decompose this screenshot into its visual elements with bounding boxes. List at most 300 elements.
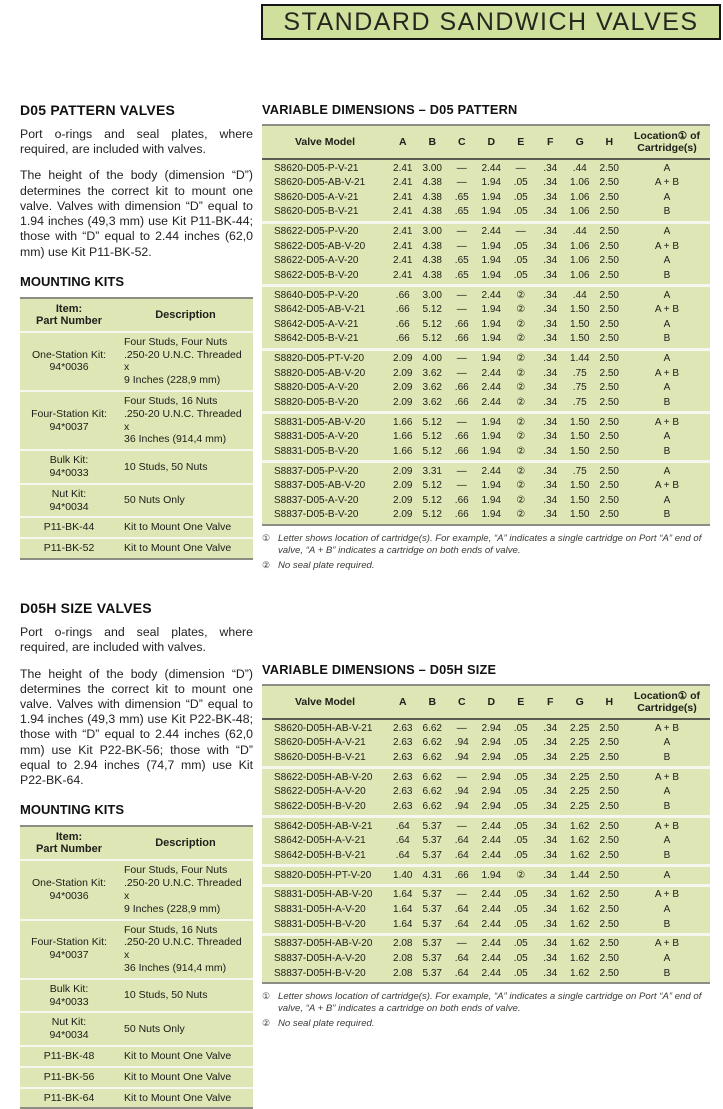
dimension-value-cell: 4.38 xyxy=(422,191,442,203)
kit-description-line: 50 Nuts Only xyxy=(124,1022,185,1035)
dimension-value-cell: 2.09 xyxy=(393,465,413,477)
footnote-marker: ① xyxy=(262,991,271,1002)
dimension-value-cell: 2.50 xyxy=(599,835,619,847)
dimension-value-cell: .66 xyxy=(395,304,410,316)
dimension-value-cell: 2.44 xyxy=(481,904,501,915)
dimension-value-cell: 2.09 xyxy=(393,353,413,365)
dimension-value-cell: .34 xyxy=(543,509,558,521)
dimension-value-cell: 5.37 xyxy=(422,889,442,901)
dimension-value-cell: 2.44 xyxy=(481,849,501,861)
dimension-value-cell: 2.41 xyxy=(393,269,413,281)
dimension-value-cell: 2.08 xyxy=(393,938,413,950)
dimension-value-cell: 5.12 xyxy=(422,480,442,492)
dimension-value-cell: .34 xyxy=(543,820,558,832)
dimension-value-cell: .34 xyxy=(543,918,558,930)
kit-description-line: .250-20 U.N.C. Threaded x xyxy=(124,407,242,433)
dimension-value-cell: 3.62 xyxy=(422,382,442,394)
valve-model-cell: S8622-D05H-AB-V-20 xyxy=(274,771,373,783)
dim-table-row xyxy=(262,239,710,254)
dim-table-row xyxy=(262,917,710,934)
kit-item-cell xyxy=(20,450,118,484)
dimension-value-cell: 2.44 xyxy=(481,465,501,477)
kit-description-line: Kit to Mount One Valve xyxy=(124,521,232,534)
dim-table-row xyxy=(262,366,710,381)
dimension-value-cell: 2.50 xyxy=(599,751,619,763)
valve-model-cell: S8831-D05-B-V-20 xyxy=(274,445,359,457)
dim-header-row xyxy=(262,685,710,719)
dimension-value-cell: .05 xyxy=(513,722,528,734)
dimension-value-cell: 2.50 xyxy=(599,431,619,443)
kits-row xyxy=(20,979,253,1013)
dimension-value-cell: .34 xyxy=(543,751,558,763)
dimension-value-cell: 2.50 xyxy=(599,800,619,812)
kits-table-body xyxy=(20,332,253,559)
dimension-value-cell: 1.66 xyxy=(393,445,413,457)
dimension-value-cell: 1.50 xyxy=(570,416,590,428)
dimension-value-cell: 2.41 xyxy=(393,226,413,238)
dimension-value-cell: 3.62 xyxy=(422,367,442,379)
dimension-value-cell: 2.08 xyxy=(393,952,413,964)
dimension-value-cell: A xyxy=(663,382,671,394)
dimension-value-cell: ② xyxy=(516,465,526,477)
kit-description-line: Kit to Mount One Valve xyxy=(124,542,232,555)
valve-model-cell: S8837-D05H-AB-V-20 xyxy=(274,938,373,950)
dimension-value-cell: .64 xyxy=(454,967,469,979)
valve-model-cell: S8831-D05H-B-V-20 xyxy=(274,918,366,930)
dimension-value-cell: ② xyxy=(516,494,526,506)
dim-table-row xyxy=(262,799,710,816)
dimension-value-cell: 1.06 xyxy=(570,177,590,189)
dimension-value-cell: 2.63 xyxy=(393,722,413,734)
dimension-value-cell: .66 xyxy=(395,333,410,345)
dimension-value-cell: ② xyxy=(516,304,526,316)
dimension-value-cell: 1.62 xyxy=(570,967,590,979)
dimension-value-cell: 2.41 xyxy=(393,177,413,189)
dimension-value-cell: .34 xyxy=(543,226,558,238)
kit-description-line: .250-20 U.N.C. Threaded x xyxy=(124,936,242,962)
dimension-value-cell: 1.94 xyxy=(481,240,501,252)
dimension-value-cell: 2.08 xyxy=(393,967,413,979)
dim-header-f: F xyxy=(536,125,566,159)
valve-model-cell: S8620-D05-A-V-21 xyxy=(274,191,359,203)
dimension-value-cell: .34 xyxy=(543,416,558,428)
valve-model-cell: S8820-D05-PT-V-20 xyxy=(274,353,365,365)
dimension-value-cell: 2.50 xyxy=(599,904,619,915)
kit-description-cell xyxy=(118,450,253,484)
dimension-value-cell: 4.31 xyxy=(422,869,442,881)
valve-model-cell: S8642-D05-AB-V-21 xyxy=(274,304,366,316)
dimension-value-cell: .75 xyxy=(572,382,587,394)
dimension-value-cell: 1.64 xyxy=(393,889,413,901)
d05-dimensions-title: VARIABLE DIMENSIONS – D05 PATTERN xyxy=(262,102,518,117)
dimension-value-cell: 6.62 xyxy=(422,786,442,798)
dimension-value-cell: .94 xyxy=(454,737,469,749)
dimension-value-cell: .64 xyxy=(395,849,410,861)
dimension-value-cell: 3.31 xyxy=(422,465,442,477)
dimension-value-cell: 2.50 xyxy=(599,938,619,950)
kits-row xyxy=(20,332,253,391)
dimension-value-cell: 2.50 xyxy=(599,318,619,330)
kit-item-line: 94*0037 xyxy=(49,949,89,962)
valve-model-cell: S8831-D05H-AB-V-20 xyxy=(274,889,373,901)
dimension-value-cell: 2.50 xyxy=(599,255,619,267)
kit-item-line: P11-BK-48 xyxy=(43,1049,95,1062)
kit-item-cell xyxy=(20,979,118,1013)
valve-model-cell: S8820-D05-B-V-20 xyxy=(274,396,359,408)
dimension-value-cell: 2.09 xyxy=(393,382,413,394)
dimension-value-cell: 2.94 xyxy=(481,722,501,734)
dimension-value-cell: 2.44 xyxy=(481,820,501,832)
dim-table-row xyxy=(262,254,710,269)
dimension-value-cell: 2.41 xyxy=(393,240,413,252)
dimension-value-cell: .66 xyxy=(395,318,410,330)
dimension-value-cell: .05 xyxy=(513,952,528,964)
kit-description-cell xyxy=(118,484,253,518)
dimension-value-cell: .65 xyxy=(454,255,469,267)
dimension-value-cell: .34 xyxy=(543,771,558,783)
dimension-value-cell: 2.94 xyxy=(481,771,501,783)
footnote-marker: ② xyxy=(262,560,271,571)
dimension-value-cell: — xyxy=(456,771,467,783)
footnote xyxy=(262,1018,710,1030)
section-d05-pattern-valves xyxy=(20,102,253,560)
dim-header-b: B xyxy=(418,685,448,719)
dim-table-row xyxy=(262,885,710,902)
dimension-value-cell: ② xyxy=(516,869,526,881)
kit-item-line: Bulk Kit: xyxy=(49,454,89,467)
dimension-value-cell: 2.44 xyxy=(481,396,501,408)
dim-table-group xyxy=(262,222,710,286)
dimension-value-cell: ② xyxy=(516,318,526,330)
dim-header-d: D xyxy=(477,685,507,719)
dim-table-header xyxy=(262,685,710,719)
dimension-value-cell: .34 xyxy=(543,952,558,964)
dimension-value-cell: ② xyxy=(516,353,526,365)
dimension-value-cell: 2.50 xyxy=(599,952,619,964)
kit-item-cell xyxy=(20,1012,118,1046)
valve-model-cell: S8831-D05H-A-V-20 xyxy=(274,904,366,915)
kits-header-description: Description xyxy=(155,308,216,321)
dimension-value-cell: 2.50 xyxy=(599,967,619,979)
kits-header-description: Description xyxy=(155,837,216,850)
dimension-value-cell: — xyxy=(456,353,467,365)
dimension-value-cell: 1.64 xyxy=(393,904,413,915)
kit-description-line: Four Studs, Four Nuts xyxy=(124,864,228,877)
dimension-value-cell: .05 xyxy=(513,889,528,901)
kit-item-line: P11-BK-64 xyxy=(43,1091,95,1104)
kit-description-line: 50 Nuts Only xyxy=(124,494,185,507)
dimension-value-cell: 5.12 xyxy=(422,304,442,316)
dimension-value-cell: 2.09 xyxy=(393,480,413,492)
dimension-value-cell: .44 xyxy=(572,226,587,238)
kit-description-line: 10 Studs, 50 Nuts xyxy=(124,989,208,1002)
dimension-value-cell: .66 xyxy=(454,396,469,408)
kit-item-line: One-Station Kit: xyxy=(31,348,107,361)
dim-table-row xyxy=(262,785,710,800)
valve-model-cell: S8642-D05H-B-V-21 xyxy=(274,849,366,861)
kits-table-body xyxy=(20,860,253,1108)
d05h-mounting-kits-table xyxy=(20,825,253,1109)
dimension-value-cell: A xyxy=(663,786,671,798)
d05h-heading: D05H SIZE VALVES xyxy=(20,600,152,617)
page-title-bar xyxy=(261,4,721,40)
footnote-text: Letter shows location of cartridge(s). For example, “A” indicates a single cartridge on Port “A” end of valve, “A + B” indicates a cartridge on both ends of valve. xyxy=(278,990,702,1015)
dimension-value-cell: B xyxy=(663,967,671,979)
dim-table-row xyxy=(262,934,710,951)
valve-model-cell: S8642-D05-B-V-21 xyxy=(274,333,359,345)
dim-table-group xyxy=(262,885,710,934)
dimension-value-cell: A + B xyxy=(654,240,680,252)
dimension-value-cell: 2.94 xyxy=(481,800,501,812)
dimension-value-cell: 1.06 xyxy=(570,240,590,252)
dimension-value-cell: 2.50 xyxy=(599,416,619,428)
dim-table-row xyxy=(262,462,710,479)
dimension-value-cell: A xyxy=(663,737,671,749)
valve-model-cell: S8622-D05-B-V-20 xyxy=(274,269,359,281)
dimension-value-cell: — xyxy=(456,416,467,428)
dim-table-row xyxy=(262,430,710,445)
kits-header-item-line1: Item: xyxy=(55,831,83,844)
valve-model-cell: S8622-D05H-A-V-20 xyxy=(274,786,366,798)
dimension-value-cell: 6.62 xyxy=(422,771,442,783)
dim-table-group xyxy=(262,817,710,866)
kit-description-cell xyxy=(118,332,253,391)
kit-description-line: Kit to Mount One Valve xyxy=(124,1049,232,1062)
dimension-value-cell: — xyxy=(456,465,467,477)
kit-description-cell xyxy=(118,979,253,1013)
dimension-value-cell: 2.44 xyxy=(481,367,501,379)
dimension-value-cell: 2.50 xyxy=(599,289,619,301)
dimension-value-cell: 5.37 xyxy=(422,952,442,964)
dimension-value-cell: .05 xyxy=(513,191,528,203)
valve-model-cell: S8820-D05-A-V-20 xyxy=(274,382,359,394)
d05h-mounting-kits-heading: MOUNTING KITS xyxy=(20,802,124,818)
dimension-value-cell: — xyxy=(456,289,467,301)
kit-description-line: Four Studs, Four Nuts xyxy=(124,335,228,348)
dimension-value-cell: A xyxy=(663,226,671,238)
valve-model-cell: S8622-D05-A-V-20 xyxy=(274,255,359,267)
dimension-value-cell: .34 xyxy=(543,465,558,477)
dimension-value-cell: .66 xyxy=(454,382,469,394)
dim-table-row xyxy=(262,176,710,191)
dimension-value-cell: 1.62 xyxy=(570,904,590,915)
dim-header-c: C xyxy=(447,685,477,719)
dimension-value-cell: 1.50 xyxy=(570,509,590,521)
dimension-value-cell: 2.41 xyxy=(393,255,413,267)
dimension-value-cell: — xyxy=(456,226,467,238)
kits-row xyxy=(20,1088,253,1109)
kit-item-cell xyxy=(20,1046,118,1067)
dim-table-group xyxy=(262,866,710,886)
kit-item-line: Bulk Kit: xyxy=(49,982,89,995)
footnote-text: No seal plate required. xyxy=(278,559,375,571)
dimension-value-cell: 2.44 xyxy=(481,967,501,979)
dim-table-row xyxy=(262,222,710,239)
dimension-value-cell: 4.38 xyxy=(422,240,442,252)
dim-table-row xyxy=(262,205,710,222)
dimension-value-cell: 1.94 xyxy=(481,869,501,881)
dim-header-h: H xyxy=(595,125,625,159)
valve-model-cell: S8642-D05H-AB-V-21 xyxy=(274,820,373,832)
dimension-value-cell: .34 xyxy=(543,480,558,492)
dim-table-row xyxy=(262,317,710,332)
dimension-value-cell: 2.25 xyxy=(570,800,590,812)
dimension-value-cell: 2.44 xyxy=(481,162,501,174)
dimension-value-cell: B xyxy=(663,333,671,345)
d05h-paragraph-1: Port o-rings and seal plates, where required, are included with valves. xyxy=(20,625,253,655)
dimension-value-cell: .05 xyxy=(513,967,528,979)
valve-model-cell: S8620-D05-P-V-21 xyxy=(274,162,359,174)
kit-description-line: .250-20 U.N.C. Threaded x xyxy=(124,877,242,902)
dimension-value-cell: 2.94 xyxy=(481,737,501,749)
kits-table-header xyxy=(20,298,253,332)
kit-description-line: Four Studs, 16 Nuts xyxy=(124,923,218,936)
dimension-value-cell: 2.25 xyxy=(570,751,590,763)
dimension-value-cell: .64 xyxy=(395,835,410,847)
dimension-value-cell: 1.50 xyxy=(570,445,590,457)
dim-table-group xyxy=(262,159,710,222)
kit-description-line: Kit to Mount One Valve xyxy=(124,1070,232,1083)
dimension-value-cell: .05 xyxy=(513,820,528,832)
dimension-value-cell: .34 xyxy=(543,431,558,443)
dimension-value-cell: 2.63 xyxy=(393,737,413,749)
dimension-value-cell: 2.50 xyxy=(599,240,619,252)
dimension-value-cell: A xyxy=(663,835,671,847)
dimension-value-cell: 5.12 xyxy=(422,333,442,345)
dim-header-a: A xyxy=(388,685,418,719)
dimension-value-cell: A + B xyxy=(654,722,680,734)
dim-table-row xyxy=(262,332,710,349)
dimension-value-cell: 2.09 xyxy=(393,367,413,379)
dim-table-group xyxy=(262,768,710,817)
dimension-value-cell: .34 xyxy=(543,240,558,252)
kit-item-line: Four-Station Kit: xyxy=(31,936,107,949)
dimension-value-cell: — xyxy=(515,226,526,238)
dimension-value-cell: 1.62 xyxy=(570,835,590,847)
dimension-value-cell: 2.50 xyxy=(599,889,619,901)
dimension-value-cell: 2.50 xyxy=(599,353,619,365)
dimension-value-cell: 1.94 xyxy=(481,416,501,428)
dimension-value-cell: ② xyxy=(516,333,526,345)
kits-row xyxy=(20,517,253,538)
kits-row xyxy=(20,391,253,450)
dimension-value-cell: 5.37 xyxy=(422,967,442,979)
dimension-value-cell: .34 xyxy=(543,494,558,506)
dimension-value-cell: .34 xyxy=(543,255,558,267)
dimension-value-cell: 2.50 xyxy=(599,333,619,345)
dimension-value-cell: 1.62 xyxy=(570,918,590,930)
dimension-value-cell: — xyxy=(456,722,467,734)
dimension-value-cell: — xyxy=(456,889,467,901)
dimension-value-cell: .64 xyxy=(454,904,469,915)
dimension-value-cell: .34 xyxy=(543,177,558,189)
kits-header-row xyxy=(20,826,253,860)
dimension-value-cell: 4.00 xyxy=(422,353,442,365)
dimension-value-cell: 1.64 xyxy=(393,918,413,930)
dimension-value-cell: 2.50 xyxy=(599,304,619,316)
kit-item-line: 94*0033 xyxy=(49,995,89,1008)
dim-table-header xyxy=(262,125,710,159)
footnote xyxy=(262,533,710,558)
dim-table-row xyxy=(262,966,710,983)
dimension-value-cell: .66 xyxy=(454,333,469,345)
dimension-value-cell: 1.62 xyxy=(570,820,590,832)
dimension-value-cell: 2.44 xyxy=(481,952,501,964)
kits-row xyxy=(20,538,253,559)
dimension-value-cell: .05 xyxy=(513,800,528,812)
dimension-value-cell: 3.00 xyxy=(422,226,442,238)
dimension-value-cell: .34 xyxy=(543,869,558,881)
dim-header-g: G xyxy=(565,685,595,719)
dimension-value-cell: 5.37 xyxy=(422,904,442,915)
footnote-text: Letter shows location of cartridge(s). For example, “A” indicates a single cartridge on Port “A” end of valve, “A + B” indicates a cartridge on both ends of valve. xyxy=(278,532,702,557)
dimension-value-cell: 2.44 xyxy=(481,889,501,901)
dimension-value-cell: .75 xyxy=(572,396,587,408)
dimension-value-cell: .75 xyxy=(572,465,587,477)
dimension-value-cell: 1.94 xyxy=(481,353,501,365)
dimension-value-cell: .05 xyxy=(513,835,528,847)
dimension-value-cell: .05 xyxy=(513,771,528,783)
dimension-value-cell: .66 xyxy=(454,509,469,521)
dimension-value-cell: 2.50 xyxy=(599,269,619,281)
dimension-value-cell: — xyxy=(515,162,526,174)
dimension-value-cell: A xyxy=(663,869,671,881)
dimension-value-cell: 1.94 xyxy=(481,177,501,189)
kit-item-cell xyxy=(20,538,118,559)
dimension-value-cell: ② xyxy=(516,431,526,443)
dimension-value-cell: — xyxy=(456,480,467,492)
dimension-value-cell: .34 xyxy=(543,289,558,301)
dimension-value-cell: — xyxy=(456,162,467,174)
footnote xyxy=(262,560,710,572)
dimension-value-cell: .05 xyxy=(513,849,528,861)
dim-table-group xyxy=(262,462,710,525)
dimension-value-cell: 1.50 xyxy=(570,304,590,316)
dim-table-row xyxy=(262,286,710,303)
kit-item-cell xyxy=(20,484,118,518)
footnote-text: No seal plate required. xyxy=(278,1017,375,1029)
dimension-value-cell: B xyxy=(663,751,671,763)
valve-model-cell: S8837-D05-A-V-20 xyxy=(274,494,359,506)
dimension-value-cell: 1.50 xyxy=(570,333,590,345)
dimension-value-cell: ② xyxy=(516,289,526,301)
dim-table-row xyxy=(262,768,710,785)
dimension-value-cell: .34 xyxy=(543,737,558,749)
dimension-value-cell: B xyxy=(663,445,671,457)
dimension-value-cell: .66 xyxy=(454,318,469,330)
dimension-value-cell: 2.50 xyxy=(599,396,619,408)
dimension-value-cell: 2.63 xyxy=(393,751,413,763)
dimension-value-cell: 1.50 xyxy=(570,494,590,506)
dimension-value-cell: 1.94 xyxy=(481,191,501,203)
dimension-value-cell: .66 xyxy=(454,445,469,457)
dim-table-row xyxy=(262,190,710,205)
dimension-value-cell: — xyxy=(456,367,467,379)
dimension-value-cell: 3.00 xyxy=(422,289,442,301)
kit-item-line: P11-BK-52 xyxy=(43,542,95,555)
dimension-value-cell: A xyxy=(663,465,671,477)
dimension-value-cell: .34 xyxy=(543,269,558,281)
kit-description-line: Kit to Mount One Valve xyxy=(124,1091,232,1104)
dimension-value-cell: 4.38 xyxy=(422,177,442,189)
dimension-value-cell: 2.09 xyxy=(393,494,413,506)
dimension-value-cell: .34 xyxy=(543,353,558,365)
dimension-value-cell: .34 xyxy=(543,318,558,330)
dimension-value-cell: .34 xyxy=(543,849,558,861)
dimension-value-cell: 2.50 xyxy=(599,445,619,457)
dimension-value-cell: 2.44 xyxy=(481,918,501,930)
dimension-value-cell: 1.06 xyxy=(570,255,590,267)
